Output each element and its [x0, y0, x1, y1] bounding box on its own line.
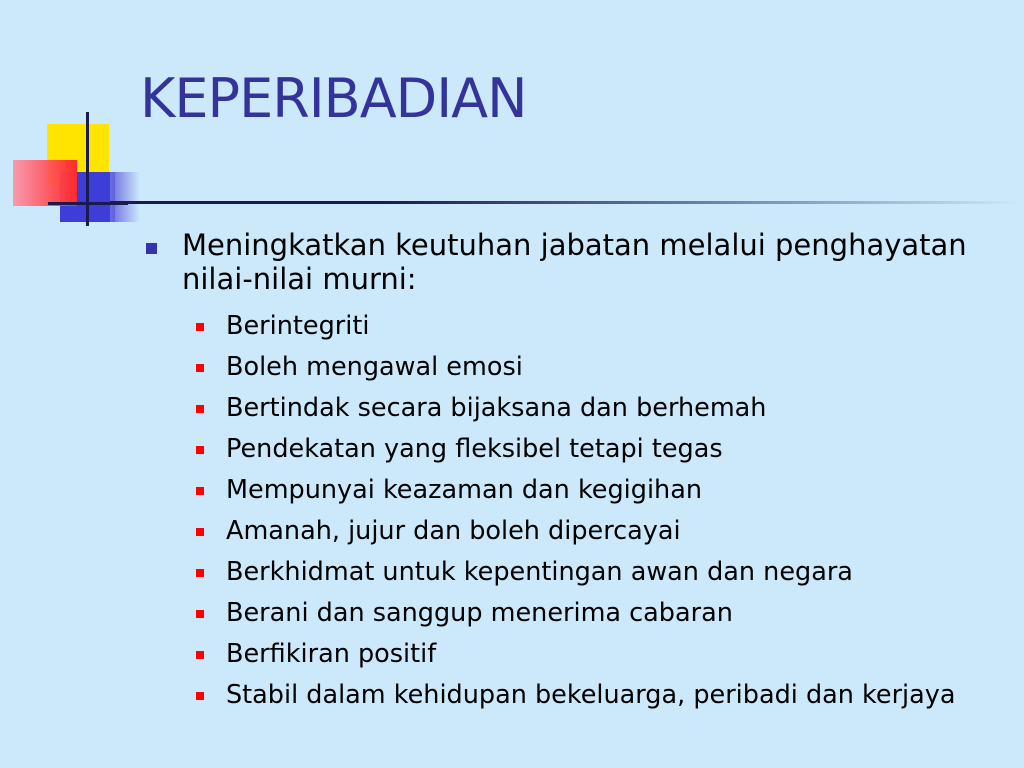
sub-point-item	[226, 640, 986, 669]
sub-point-text: Boleh mengawal emosi	[226, 352, 523, 382]
sub-point-item	[226, 517, 986, 546]
sub-point-text: Amanah, jujur dan boleh dipercayai	[226, 516, 681, 546]
sub-point-item	[226, 681, 986, 710]
level2-bullet-icon	[196, 528, 204, 536]
sub-point-text: Stabil dalam kehidupan bekeluarga, peribadi dan kerjaya	[226, 680, 956, 710]
sub-point-text: Berkhidmat untuk kepentingan awan dan negara	[226, 557, 853, 587]
level2-bullet-icon	[196, 487, 204, 495]
sub-point-item	[226, 394, 986, 423]
slide-title: KEPERIBADIAN	[140, 67, 527, 130]
level2-bullet-icon	[196, 692, 204, 700]
sub-point-item	[226, 599, 986, 628]
level2-bullet-icon	[196, 651, 204, 659]
sub-point-item	[226, 476, 986, 505]
main-point: Meningkatkan keutuhan jabatan melalui penghayatan nilai-nilai murni:	[182, 228, 967, 296]
sub-point-item	[226, 353, 986, 382]
level2-bullet-icon	[196, 405, 204, 413]
level2-bullet-icon	[196, 364, 204, 372]
level2-bullet-icon	[196, 569, 204, 577]
level2-bullet-icon	[196, 610, 204, 618]
sub-point-item	[226, 435, 986, 464]
level2-bullet-icon	[196, 323, 204, 331]
sub-point-item	[226, 558, 986, 587]
sub-point-text: Berfikiran positif	[226, 639, 437, 669]
sub-point-text: Bertindak secara bijaksana dan berhemah	[226, 393, 767, 423]
sub-point-text: Berintegriti	[226, 311, 370, 341]
sub-point-text: Pendekatan yang fleksibel tetapi tegas	[226, 434, 723, 464]
sub-point-text: Berani dan sanggup menerima cabaran	[226, 598, 733, 628]
level2-bullet-icon	[196, 446, 204, 454]
sub-point-item	[226, 312, 986, 341]
sub-point-text: Mempunyai keazaman dan kegigihan	[226, 475, 702, 505]
